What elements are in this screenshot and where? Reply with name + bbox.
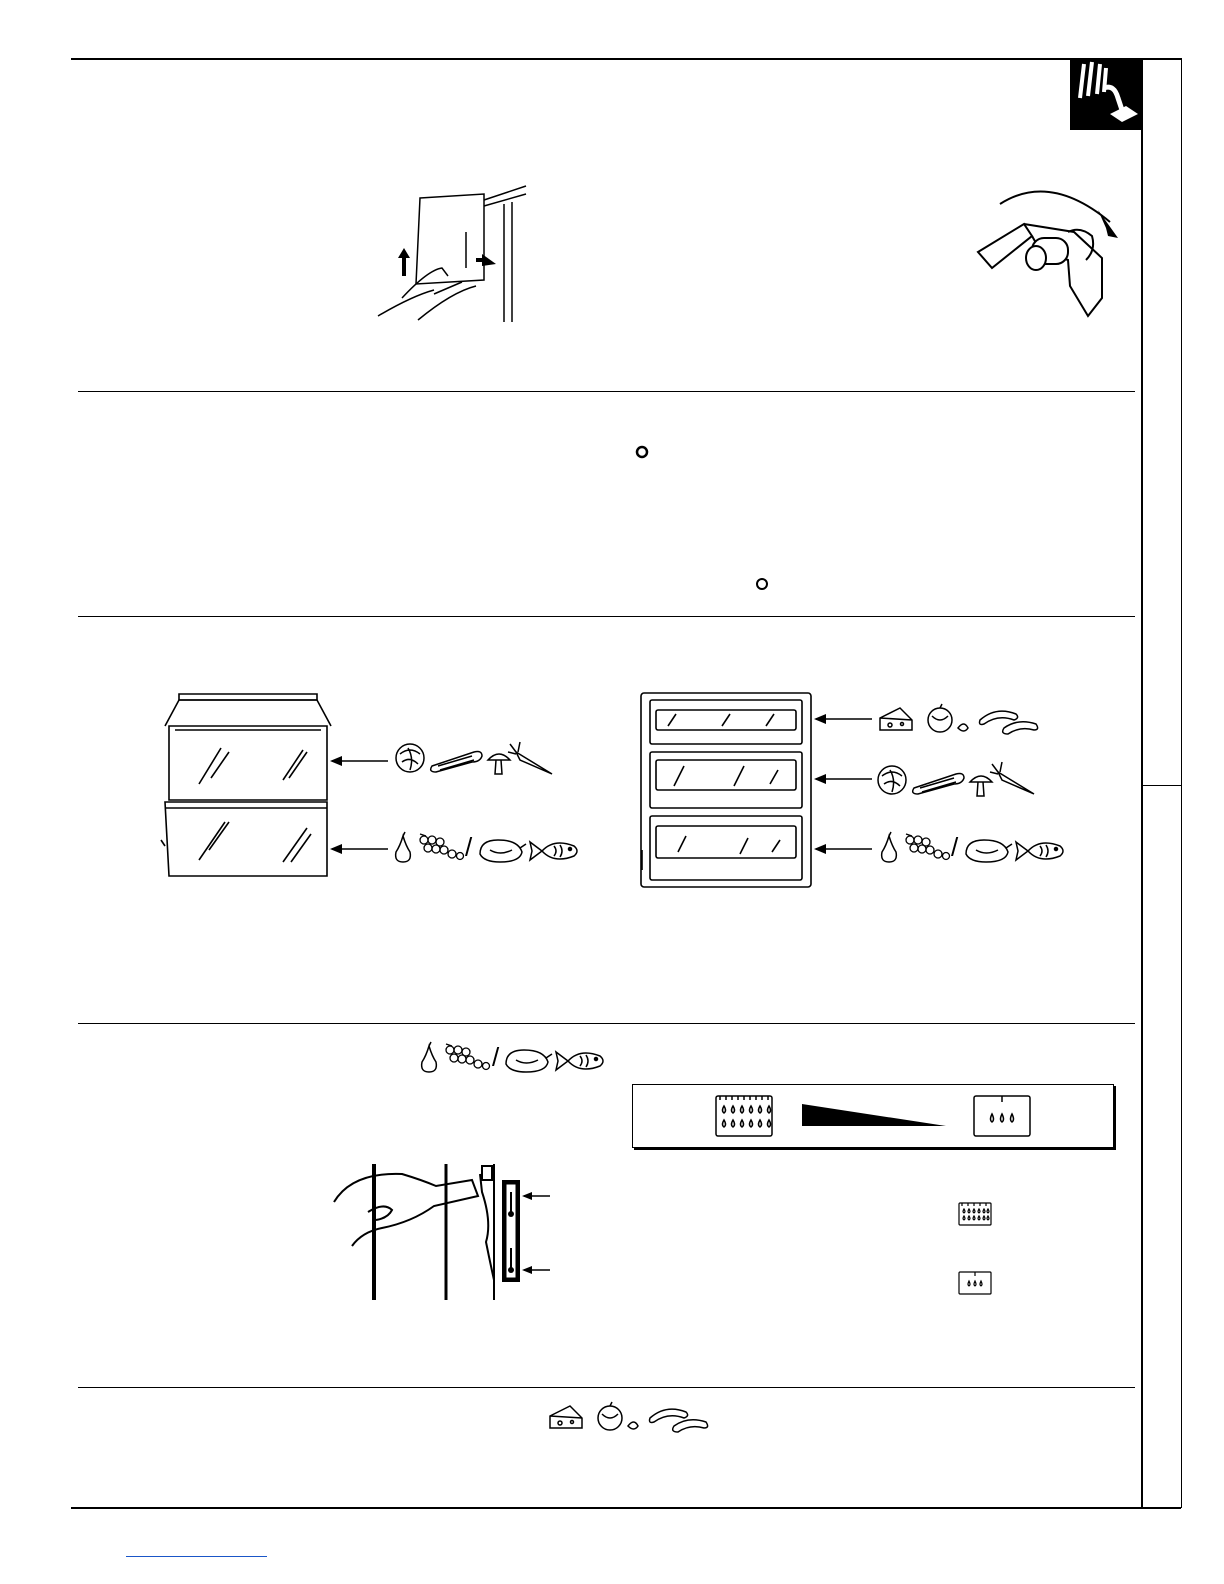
fruit-meat-separator-left: / [465, 832, 473, 862]
fruit-meat-separator-section4: / [492, 1042, 500, 1072]
crisper-arrow-fruit-meat [330, 842, 390, 856]
high-humidity-drops-icon [714, 1094, 774, 1138]
celery-icon [428, 744, 486, 774]
turkey-icon-right [962, 836, 1014, 864]
section-divider-2 [78, 616, 1135, 617]
lettuce-icon [392, 740, 428, 776]
high-humidity-drops-icon-small [958, 1202, 992, 1226]
fish-icon [528, 838, 580, 864]
footer-link-underline[interactable] [126, 1556, 267, 1557]
sausage-icon-section5 [646, 1404, 712, 1434]
turkey-icon-section4 [502, 1046, 554, 1074]
fish-icon-right [1014, 838, 1066, 864]
carrot-icon-right [990, 762, 1036, 796]
lettuce-icon-right [874, 762, 910, 798]
low-humidity-drops-icon [972, 1094, 1032, 1138]
pear-icon-right [878, 832, 900, 864]
hand-pressing-button-icon [1070, 58, 1142, 130]
drawer-arrow-deli [814, 712, 874, 726]
sausage-icon [976, 706, 1042, 736]
right-margin-rule [1141, 58, 1143, 1508]
rotating-clamp-knob-icon [970, 178, 1125, 323]
thermometer-slider-icon [332, 1162, 552, 1302]
section-divider-3 [78, 1023, 1135, 1024]
degree-symbol-2 [754, 576, 770, 592]
three-drawer-crisper-illustration [638, 690, 814, 890]
low-humidity-drops-icon-small [958, 1271, 992, 1295]
drawer-arrow-produce [814, 772, 874, 786]
top-rule [71, 58, 1181, 60]
tab-divider [1142, 785, 1182, 786]
apple-icon-section5 [594, 1402, 642, 1434]
pear-icon-section4 [418, 1042, 440, 1074]
fruit-meat-separator-right: / [951, 832, 959, 862]
cheese-icon-section5 [548, 1404, 584, 1432]
celery-icon-right [910, 766, 968, 796]
fish-icon-section4 [554, 1048, 606, 1074]
grapes-icon [416, 832, 464, 862]
drawer-arrow-fruit-meat [814, 842, 874, 856]
two-drawer-crisper-illustration [155, 690, 335, 880]
turkey-icon [476, 836, 528, 864]
pear-icon [392, 832, 414, 864]
cheese-icon [878, 706, 914, 734]
section-divider-4 [78, 1387, 1135, 1388]
bottom-rule [71, 1507, 1181, 1509]
carrot-icon [508, 742, 554, 776]
section-divider-1 [78, 391, 1135, 392]
hands-removing-shelf-icon [372, 180, 532, 325]
apple-icon [924, 704, 972, 736]
outer-tab-rule [1181, 58, 1182, 1508]
humidity-gradient-wedge [802, 1102, 946, 1128]
grapes-icon-section4 [442, 1042, 490, 1072]
crisper-arrow-produce [330, 754, 390, 768]
grapes-icon-right [902, 832, 950, 862]
degree-symbol-1 [634, 444, 650, 460]
